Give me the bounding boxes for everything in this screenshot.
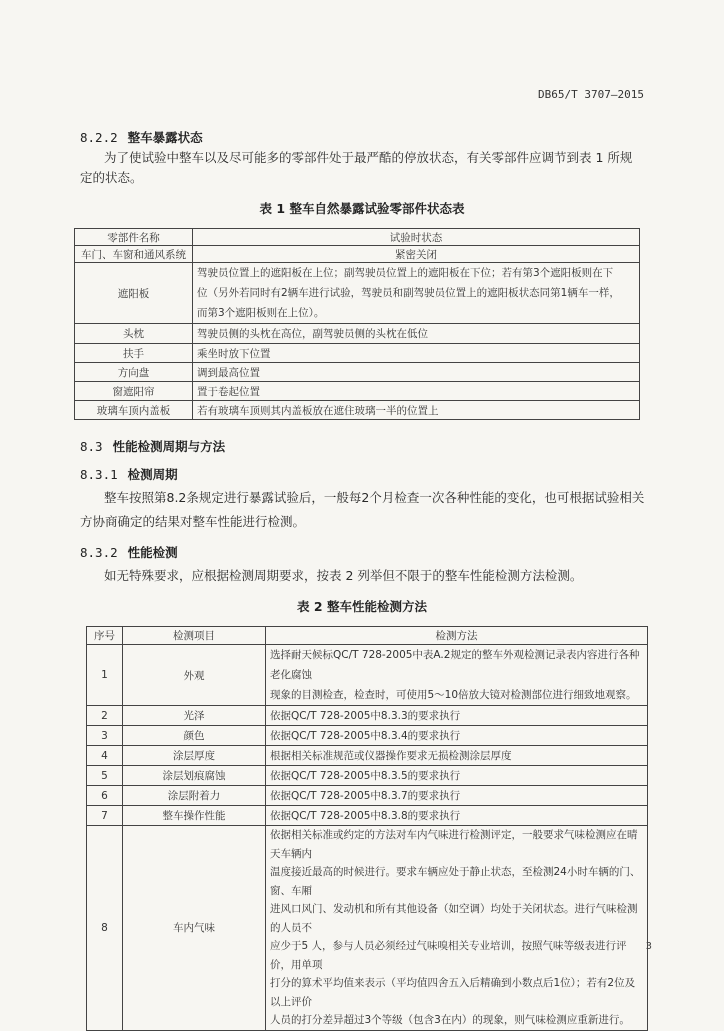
table1-state: 乘坐时放下位置: [193, 344, 640, 363]
table1-state-line: 而第3个遮阳板则在上位）。: [197, 307, 325, 319]
section-number: 8.3.1: [80, 467, 118, 482]
table1-state: 调到最高位置: [193, 363, 640, 382]
section-title: 检测周期: [127, 467, 178, 482]
section-8-3-2-heading: [80, 543, 178, 561]
table1-part: 玻璃车顶内盖板: [75, 401, 193, 420]
table2-no: 3: [87, 726, 123, 746]
section-title: 性能检测周期与方法: [112, 439, 226, 454]
table2-no: 8: [87, 826, 123, 1031]
table1-state: 置于卷起位置: [193, 382, 640, 401]
table1-state: [193, 263, 640, 324]
table1-header-state: 试验时状态: [193, 229, 640, 246]
table2-item: 涂层附着力: [123, 786, 266, 806]
section-8-3-2-para-line1: 如无特殊要求，应根据检测周期要求，按表 2 列举但不限于的整车性能检测方法检测。: [104, 568, 583, 583]
table2-method: [266, 645, 648, 706]
table-row: [87, 645, 648, 706]
section-8-3-heading: [80, 437, 225, 455]
section-8-2-2-heading: [80, 128, 203, 146]
page-number: 3: [645, 941, 652, 952]
table-row: [87, 726, 648, 746]
table2-method-line: 选择耐天候标QC/T 728-2005中表A.2规定的整车外观检测记录表内容进行各种老化腐蚀: [270, 649, 640, 681]
table2-item: 外观: [123, 645, 266, 706]
table-row: [87, 766, 648, 786]
table2: [86, 626, 648, 1031]
table-row: [87, 706, 648, 726]
table2-method: 依据QC/T 728-2005中8.3.5的要求执行: [266, 766, 648, 786]
table1-state-line: 位（另外若同时有2辆车进行试验，驾驶员和副驾驶员位置上的遮阳板状态同第1辆车一样，: [197, 287, 620, 299]
table2-no: 6: [87, 786, 123, 806]
table2-method: 根据相关标准规范或仪器操作要求无损检测涂层厚度: [266, 746, 648, 766]
table-row: [75, 401, 640, 420]
table1-header-part: 零部件名称: [75, 229, 193, 246]
table-row: [87, 746, 648, 766]
section-title: 整车暴露状态: [127, 130, 203, 145]
table2-item: 涂层厚度: [123, 746, 266, 766]
table-row: [87, 786, 648, 806]
table1-state-line: 驾驶员位置上的遮阳板在上位；副驾驶员位置上的遮阳板在下位；若有第3个遮阳板则在下: [197, 267, 614, 279]
standard-code: DB65/T 3707—2015: [538, 88, 644, 101]
table2-header-method: 检测方法: [266, 627, 648, 645]
section-8-2-2-para-line2: 定的状态。: [80, 170, 143, 185]
table2-method: 依据QC/T 728-2005中8.3.8的要求执行: [266, 806, 648, 826]
table2-item: 整车操作性能: [123, 806, 266, 826]
table2-caption: 表 2 整车性能检测方法: [297, 599, 427, 614]
table1-state: 驾驶员侧的头枕在高位，副驾驶员侧的头枕在低位: [193, 324, 640, 344]
table2-method-line: 进风口风门、发动机和所有其他设备（如空调）均处于关闭状态。进行气味检测的人员不: [270, 903, 638, 934]
table2-method-line: 人员的打分差异超过3个等级（包含3在内）的现象，则气味检测应重新进行。: [270, 1014, 630, 1026]
section-8-3-1-heading: [80, 465, 178, 483]
table-row: [75, 324, 640, 344]
table1-caption: 表 1 整车自然暴露试验零部件状态表: [259, 201, 465, 216]
section-8-3-1-para-line1: 整车按照第8.2条规定进行暴露试验后，一般每2个月检查一次各种性能的变化，也可根据试验相关: [104, 490, 645, 505]
table-row: [75, 363, 640, 382]
table2-header-item: 检测项目: [123, 627, 266, 645]
table2-method: 依据QC/T 728-2005中8.3.7的要求执行: [266, 786, 648, 806]
table2-method-line: 应少于5 人，参与人员必须经过气味嗅相关专业培训，按照气味等级表进行评价，用单项: [270, 940, 627, 971]
table1-part: 窗遮阳帘: [75, 382, 193, 401]
table2-item: 车内气味: [123, 826, 266, 1031]
table-row: [87, 806, 648, 826]
section-8-3-1-para-line2: 方协商确定的结果对整车性能进行检测。: [80, 514, 306, 529]
section-number: 8.3.2: [80, 545, 118, 560]
table1-part: 车门、车窗和通风系统: [75, 246, 193, 263]
table1-state: 紧密关闭: [193, 246, 640, 263]
section-8-2-2-para-line1: 为了使试验中整车以及尽可能多的零部件处于最严酷的停放状态，有关零部件应调节到表 1 所规: [104, 150, 633, 165]
section-title: 性能检测: [127, 545, 178, 560]
table2-no: 4: [87, 746, 123, 766]
table1-part: 头枕: [75, 324, 193, 344]
table1: [74, 228, 640, 420]
table2-method-line: 现象的目测检查，检查时，可使用5～10倍放大镜对检测部位进行细致地观察。: [270, 689, 637, 701]
table2-item: 颜色: [123, 726, 266, 746]
table2-no: 2: [87, 706, 123, 726]
table-row: [75, 382, 640, 401]
table1-header-row: [75, 229, 640, 246]
table1-part: 扶手: [75, 344, 193, 363]
table2-item: 光泽: [123, 706, 266, 726]
table2-method: [266, 826, 648, 1031]
table-row: [75, 344, 640, 363]
table2-item: 涂层划痕腐蚀: [123, 766, 266, 786]
table2-header-no: 序号: [87, 627, 123, 645]
table-row: [75, 246, 640, 263]
table2-method: 依据QC/T 728-2005中8.3.4的要求执行: [266, 726, 648, 746]
table2-no: 1: [87, 645, 123, 706]
table2-method-line: 打分的算术平均值来表示（平均值四舍五入后精确到小数点后1位）；若有2位及以上评价: [270, 977, 636, 1008]
table2-method: 依据QC/T 728-2005中8.3.3的要求执行: [266, 706, 648, 726]
table2-header-row: [87, 627, 648, 645]
table-row: [75, 263, 640, 324]
table2-no: 7: [87, 806, 123, 826]
table1-part: 遮阳板: [75, 263, 193, 324]
section-number: 8.2.2: [80, 130, 118, 145]
table-row: [87, 826, 648, 1031]
table1-part: 方向盘: [75, 363, 193, 382]
table2-no: 5: [87, 766, 123, 786]
table2-method-line: 依据相关标准或约定的方法对车内气味进行检测评定，一般要求气味检测应在晴天车辆内: [270, 829, 638, 860]
section-number: 8.3: [80, 439, 103, 454]
table2-method-line: 温度接近最高的时候进行。要求车辆应处于静止状态，至检测24小时车辆的门、窗、车厢: [270, 866, 641, 897]
table1-state: 若有玻璃车顶则其内盖板放在遮住玻璃一半的位置上: [193, 401, 640, 420]
